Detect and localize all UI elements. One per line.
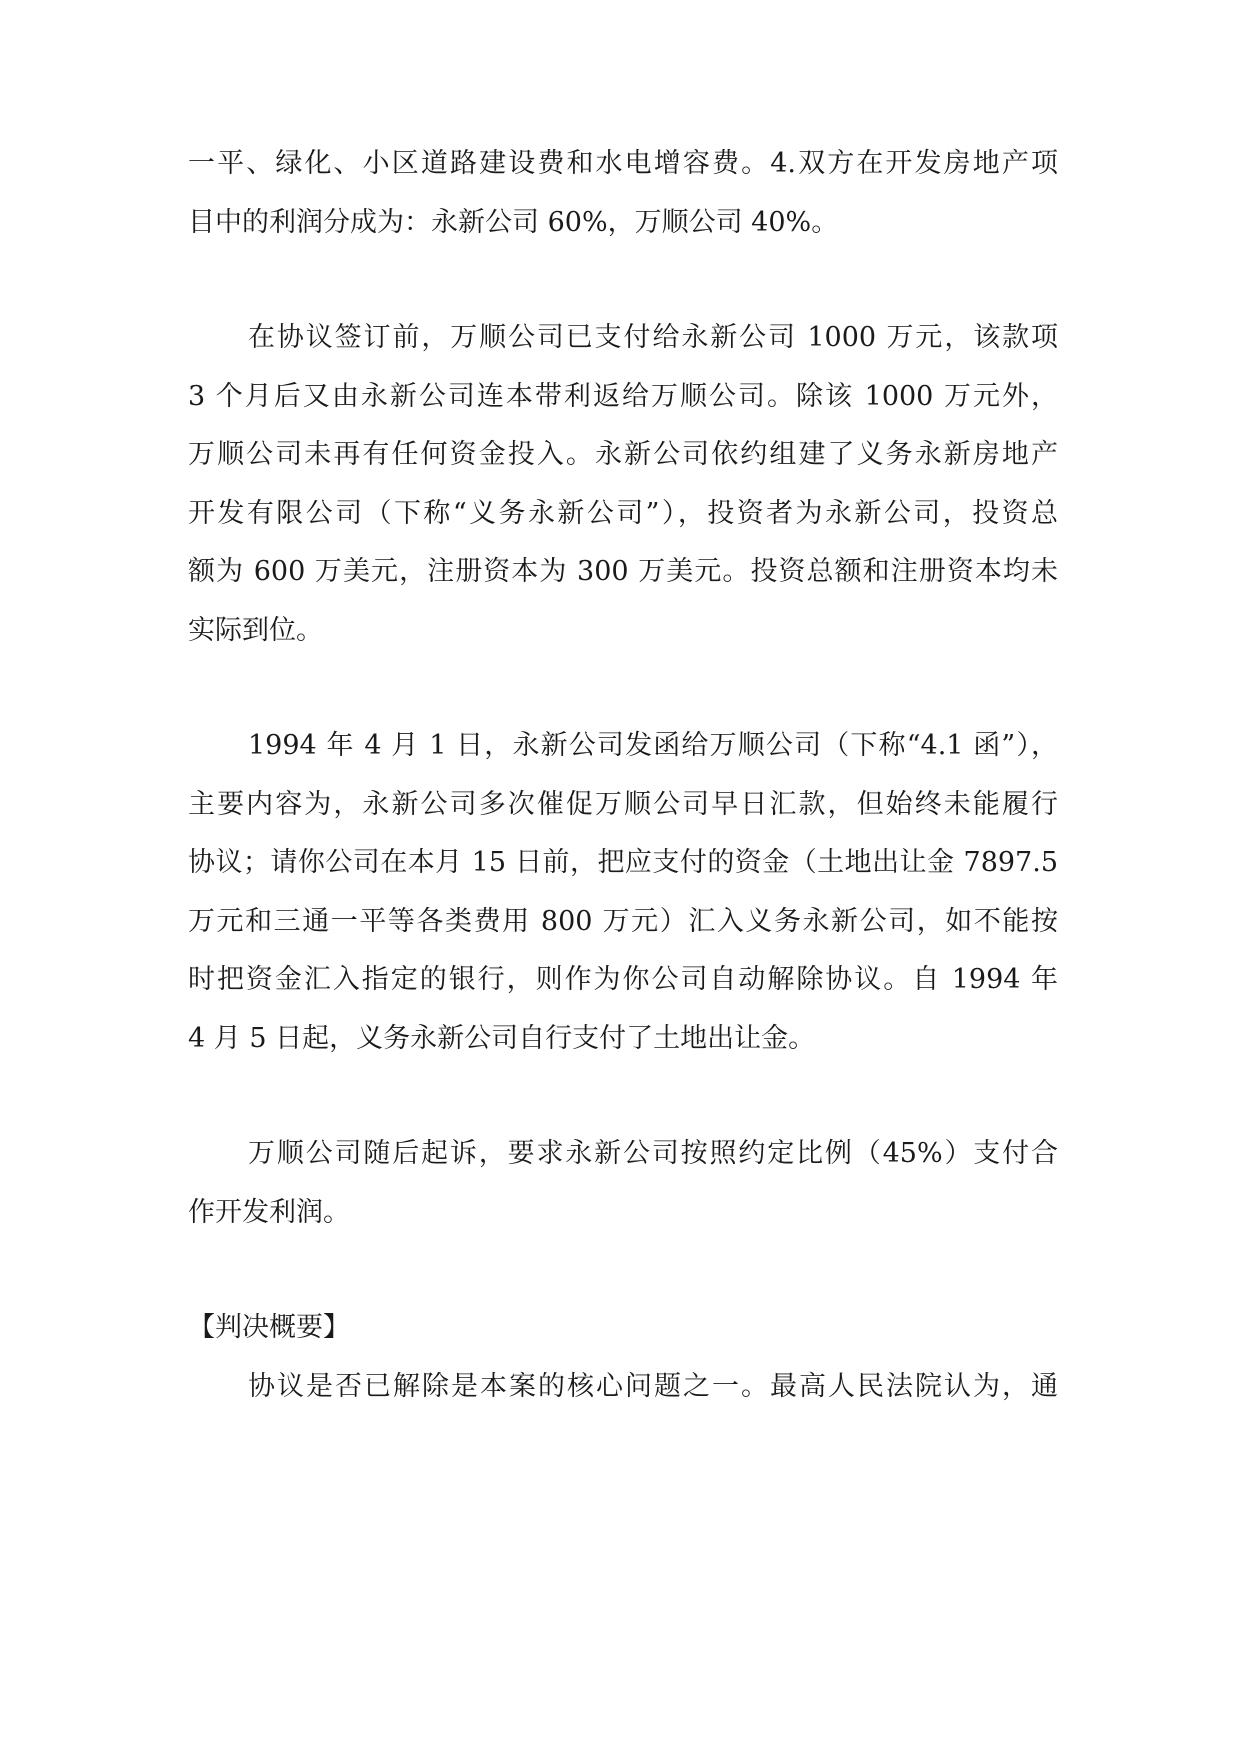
paragraph-5-line-1: 协议是否已解除是本案的核心问题之一。最高人民法院认为，通 (248, 1371, 1058, 1402)
paragraph-2-line-6: 实际到位。 (188, 615, 323, 646)
paragraph-1-line-2: 目中的利润分成为：永新公司 60%，万顺公司 40%。 (188, 207, 839, 238)
paragraph-3-line-6: 4 月 5 日起，义务永新公司自行支付了土地出让金。 (188, 1023, 816, 1054)
paragraph-2-line-5: 额为 600 万美元，注册资本为 300 万美元。投资总额和注册资本均未 (188, 556, 1058, 587)
paragraph-3-line-4: 万元和三通一平等各类费用 800 万元）汇入义务永新公司，如不能按 (188, 906, 1058, 937)
paragraph-2-line-3: 万顺公司未再有任何资金投入。永新公司依约组建了义务永新房地产 (188, 439, 1058, 470)
paragraph-1-line-1: 一平、绿化、小区道路建设费和水电增容费。4.双方在开发房地产项 (188, 148, 1058, 179)
paragraph-3-line-5: 时把资金汇入指定的银行，则作为你公司自动解除协议。自 1994 年 (188, 964, 1058, 995)
paragraph-3-line-2: 主要内容为，永新公司多次催促万顺公司早日汇款，但始终未能履行 (188, 789, 1058, 820)
paragraph-3-line-3: 协议；请你公司在本月 15 日前，把应支付的资金（土地出让金 7897.5 (188, 847, 1058, 878)
paragraph-4-line-1: 万顺公司随后起诉，要求永新公司按照约定比例（45%）支付合 (248, 1138, 1058, 1169)
paragraph-4-line-2: 作开发利润。 (188, 1197, 350, 1228)
paragraph-2-line-4: 开发有限公司（下称“义务永新公司”），投资者为永新公司，投资总 (188, 498, 1058, 529)
section-heading: 【判决概要】 (188, 1312, 350, 1343)
paragraph-3-line-1: 1994 年 4 月 1 日，永新公司发函给万顺公司（下称“4.1 函”）， (248, 730, 1058, 761)
paragraph-2-line-1: 在协议签订前，万顺公司已支付给永新公司 1000 万元，该款项 (248, 322, 1058, 353)
paragraph-2-line-2: 3 个月后又由永新公司连本带利返给万顺公司。除该 1000 万元外， (188, 381, 1058, 412)
